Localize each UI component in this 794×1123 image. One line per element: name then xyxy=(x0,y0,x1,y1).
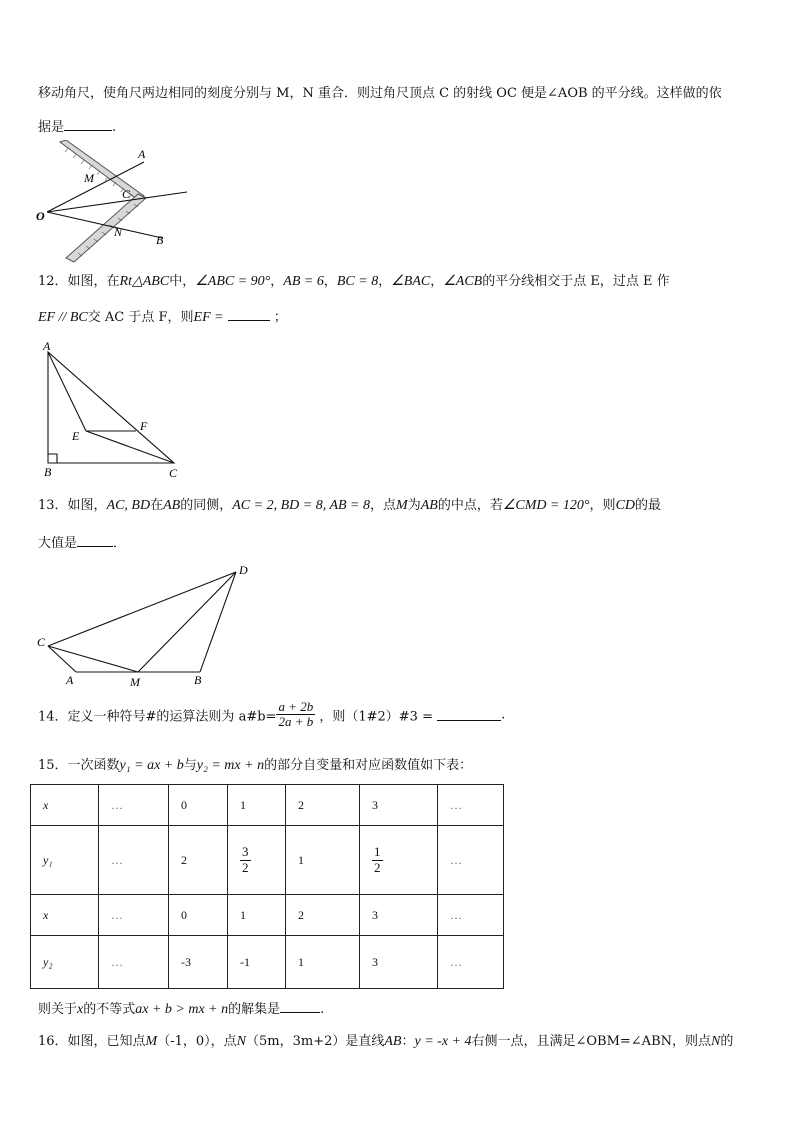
segment-BD xyxy=(200,572,236,672)
label-D: D xyxy=(239,563,248,577)
table-row: x … 0 1 2 3 … xyxy=(31,895,504,936)
label-F: F xyxy=(140,419,148,433)
label-C: C xyxy=(37,635,46,649)
q13-figure xyxy=(34,560,264,690)
segment-MD xyxy=(138,572,236,672)
segment-AE xyxy=(48,352,86,431)
label-A: A xyxy=(138,147,146,161)
segment-EC xyxy=(86,431,174,463)
answer-blank[interactable] xyxy=(228,308,270,321)
table-row: y₁ … 2 $\frac{3}{2}$ 1 $\frac{1}{2}$ … xyxy=(31,826,504,895)
ray-OC xyxy=(47,192,187,212)
label-M: M xyxy=(130,675,140,689)
q13-line2: 大值是 ． xyxy=(38,536,127,551)
label-N: N xyxy=(114,225,123,239)
answer-blank[interactable] xyxy=(77,534,113,547)
q14-line: 14．定义一种符号#的运算法则为 a#b= $\frac{a + 2b}{2a + b}$ ，则（1#2）#3 = . xyxy=(38,699,506,730)
q12-line2: EF // BC交 AC 于点 F，则EF = ； xyxy=(38,310,287,325)
answer-blank[interactable] xyxy=(64,118,112,131)
label-A: A xyxy=(66,673,74,687)
triangle-ABC xyxy=(48,352,174,463)
label-B: B xyxy=(156,233,164,247)
label-B: B xyxy=(194,673,202,687)
q11-line2: 据是 . xyxy=(38,120,117,135)
answer-blank[interactable] xyxy=(280,1000,320,1013)
q11-line1: 移动角尺，使角尺两边相同的刻度分别与 M，N 重合．则过角尺顶点 C 的射线 OC 便是∠AOB 的平分线。这样做的依 xyxy=(38,86,722,101)
label-C: C xyxy=(122,187,131,201)
q14-fraction: $\frac{a + 2b}{2a + b}$ xyxy=(278,699,314,730)
q12-figure xyxy=(38,340,188,480)
fraction-cell: $\frac{1}{2}$ xyxy=(374,844,381,875)
label-E: E xyxy=(72,429,80,443)
fraction-cell: $\frac{3}{2}$ xyxy=(242,844,249,875)
ruler-lower xyxy=(66,194,146,262)
q11-figure xyxy=(34,140,194,265)
table-row: x … 0 1 2 3 … xyxy=(31,785,504,826)
q12-line1: 12．如图，在Rt△ABC中，∠ABC = 90°，AB = 6，BC = 8，∠BAC，∠ACB的平分线相交于点 E，过点 E 作 xyxy=(38,274,670,289)
segment-CD xyxy=(48,572,236,646)
label-A: A xyxy=(43,340,51,353)
table-row: y₂ … -3 -1 1 3 … xyxy=(31,936,504,989)
q15-question: 则关于x的不等式ax + b > mx + n的解集是 . xyxy=(38,1002,325,1017)
value-table xyxy=(30,784,504,989)
q13-line1: 13．如图，AC, BD在AB的同侧，AC = 2, BD = 8, AB = 8，点M为AB的中点，若∠CMD = 120°，则CD的最 xyxy=(38,498,662,513)
q15-line: 15．一次函数y₁ = ax + b与y₂ = mx + n的部分自变量和对应函数值如下表： xyxy=(38,758,473,773)
label-O: O xyxy=(36,209,45,223)
label-B: B xyxy=(44,465,52,479)
right-angle-mark xyxy=(48,454,57,463)
label-M: M xyxy=(84,171,94,185)
q16-line: 16．如图，已知点M（-1，0），点N（5m，3m+2）是直线AB：y = -x + 4右侧一点，且满足∠OBM=∠ABN，则点N的 xyxy=(38,1034,734,1049)
ruler-upper xyxy=(60,140,144,200)
label-C: C xyxy=(169,466,178,480)
answer-blank[interactable] xyxy=(437,708,501,721)
